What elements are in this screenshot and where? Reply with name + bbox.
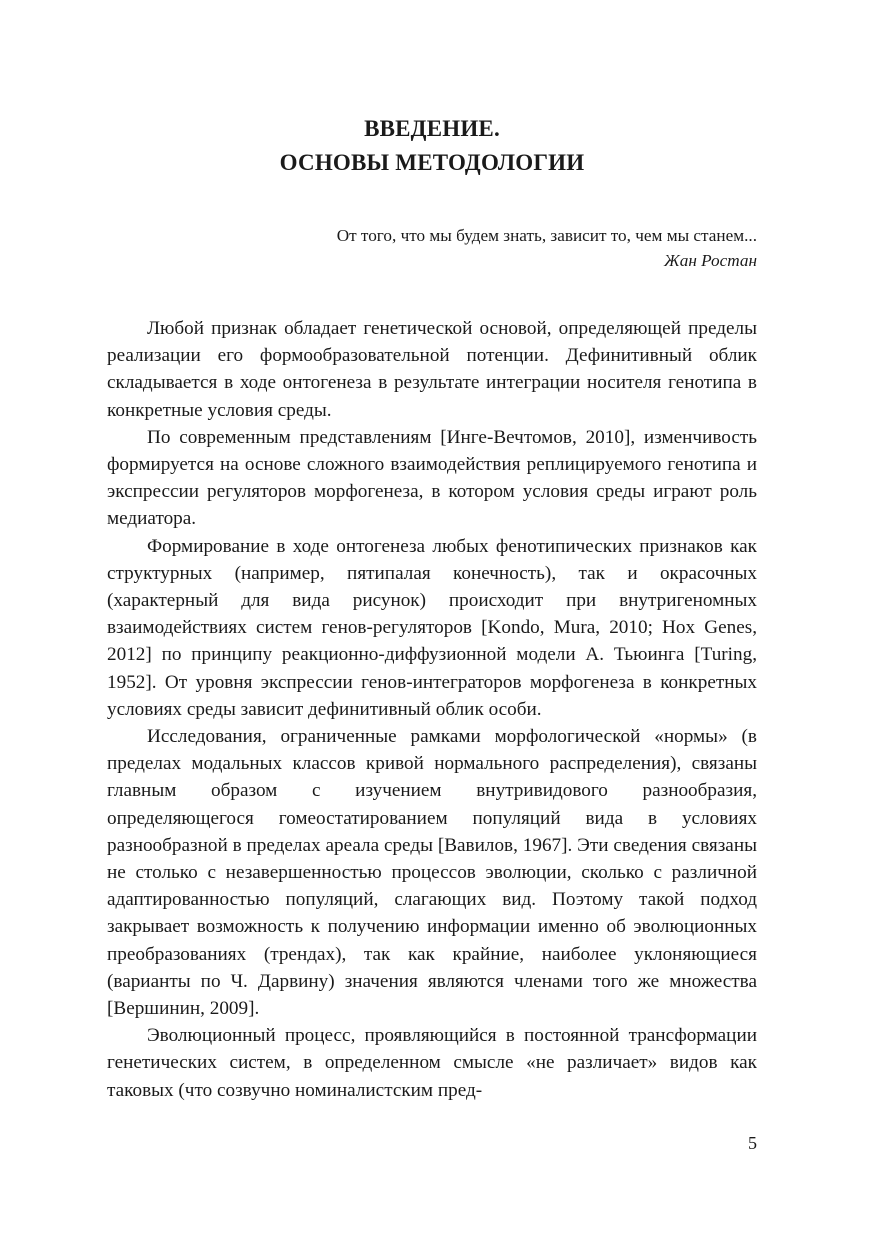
chapter-title-line-1: ВВЕДЕНИЕ. [364,116,500,141]
body-text [107,315,757,1104]
epigraph-quote: От того, что мы будем знать, зависит то, чем мы станем... [336,226,757,245]
paragraph-1: Любой признак обладает генетической основой, определяющей пределы реализации его формообразовательной потенции. Дефинитивный облик складывается в ходе онтогенеза в результате интеграции носителя генотипа в конкретные условия среды. [107,318,757,421]
paragraph-2: По современным представлениям [Инге-Вечтомов, 2010], изменчивость формируется на основе сложного взаимодействия реплицируемого генотипа и экспрессии регуляторов морфогенеза, в котором условия среды играют роль медиатора. [107,426,757,530]
page-content [107,112,757,1104]
paragraph-5: Эволюционный процесс, проявляющийся в постоянной трансформации генетических систем, в определенном смысле «не различает» видов как таковых (что созвучно номиналистским пред- [107,1025,757,1101]
chapter-title [107,112,757,180]
paragraph-3: Формирование в ходе онтогенеза любых фенотипических признаков как структурных (например, пятипалая конечность), так и окрасочных (характерный для вида рисунок) происходит при внутригеномных взаимодействиях систем генов-регуляторов [Kondo, Mura, 2010; Hox Genes, 2012] по принципу реакционно-диффузионной модели А. Тьюинга [Turing, 1952]. От уровня экспрессии генов-интеграторов морфогенеза в конкретных условиях среды зависит дефинитивный облик особи. [107,535,757,720]
chapter-title-line-2: ОСНОВЫ МЕТОДОЛОГИИ [279,150,585,175]
epigraph-author: Жан Ростан [663,251,757,270]
epigraph [107,223,757,273]
page-number: 5 [748,1133,757,1153]
paragraph-4: Исследования, ограниченные рамками морфологической «нормы» (в пределах модальных классов кривой нормального распределения), связаны главным образом с изучением внутривидового разнообразия, определяющегося гомеостатированием популяций вида в условиях разнообразной в пределах ареала среды [Вавилов, 1967]. Эти сведения связаны не столько с незавершенностью процессов эволюции, сколько с различной адаптированностью популяций, слагающих вид. Поэтому такой подход закрывает возможность к получению информации именно об эволюционных преобразованиях (трендах), так как крайние, наиболее уклоняющиеся (варианты по Ч. Дарвину) значения являются членами того же множества [Вершинин, 2009]. [107,726,757,1020]
